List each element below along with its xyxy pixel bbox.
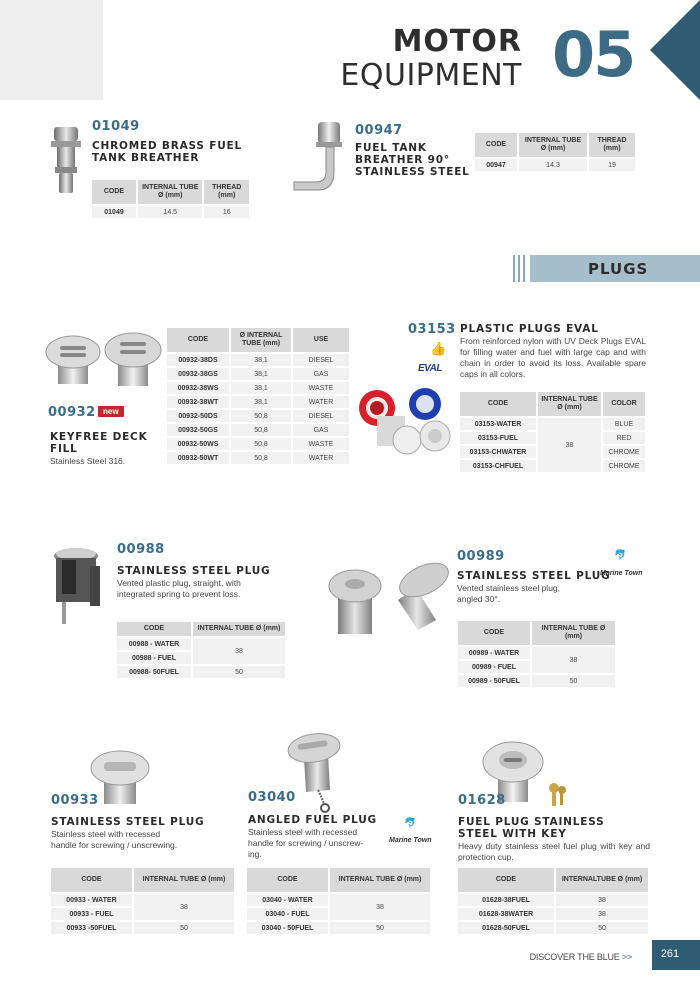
cell-code: 00988 - WATER [117, 637, 192, 651]
cell-code: 03153-FUEL [460, 431, 537, 445]
col-tube: INTERNAL TUBE Ø (mm) [133, 868, 234, 893]
cell-code: 00947 [475, 158, 518, 172]
title-line: TANK BREATHER [92, 152, 200, 164]
cell-code: 03153-CHFUEL [460, 459, 537, 473]
desc-line: Vented plastic plug, straight, with [117, 578, 241, 588]
table-row [167, 381, 349, 395]
cell-code: 00932-50WS [167, 437, 230, 451]
col-use: USE [292, 328, 349, 353]
footer-arrows: >> [621, 952, 632, 962]
product-desc-00988 [117, 578, 241, 600]
chapter-title-equipment: EQUIPMENT [340, 58, 522, 93]
col-code: CODE [458, 621, 531, 646]
cell-code: 01628-38WATER [458, 907, 555, 921]
cell-thread: 19 [588, 158, 635, 172]
col-code: CODE [167, 328, 230, 353]
col-tube: Ø INTERNAL TUBE (mm) [230, 328, 292, 353]
table-row [167, 409, 349, 423]
chapter-number: 05 [552, 18, 635, 91]
cell-tube: 50 [192, 665, 285, 679]
cell-use: WATER [292, 395, 349, 409]
cell-use: GAS [292, 423, 349, 437]
desc-line: integrated spring to prevent loss. [117, 589, 241, 599]
eval-logo: EVAL [418, 363, 442, 374]
spec-table-01628 [458, 868, 648, 936]
cell-color: CHROME [602, 445, 645, 459]
cell-tube: 14.3 [518, 158, 588, 172]
table-row [167, 451, 349, 465]
cell-code: 00932-50GS [167, 423, 230, 437]
cell-color: RED [602, 431, 645, 445]
table-row [458, 907, 648, 921]
table-row [167, 367, 349, 381]
product-code-00947: 00947 [355, 123, 403, 138]
product-title-03040: ANGLED FUEL PLUG [248, 814, 377, 826]
cell-code: 01049 [92, 205, 137, 219]
cell-tube: 38 [537, 417, 602, 473]
product-code-00989: 00989 [457, 549, 505, 564]
col-code: CODE [460, 392, 537, 417]
cell-code: 00932-38WT [167, 395, 230, 409]
cell-use: GAS [292, 367, 349, 381]
col-tube: INTERNALTUBE Ø (mm) [555, 868, 648, 893]
cell-tube: 50 [531, 674, 615, 688]
new-badge: new [98, 406, 124, 417]
desc-line: handle for screwing / unscrew- [248, 838, 364, 848]
col-tube: INTERNAL TUBE Ø (mm) [329, 868, 430, 893]
cell-code: 03040 - FUEL [247, 907, 329, 921]
title-line: FILL [50, 443, 78, 455]
table-row [458, 893, 648, 907]
cell-tube: 38,1 [230, 367, 292, 381]
cell-code: 00933 -50FUEL [51, 921, 133, 935]
chapter-tab-triangle [650, 0, 700, 100]
cell-code: 03040 - WATER [247, 893, 329, 907]
marine-town-logo: Marine Town [389, 837, 432, 844]
product-title-01049 [92, 140, 242, 164]
table-row [167, 437, 349, 451]
band-stripe [518, 255, 520, 282]
product-code-03153: 03153 [408, 322, 456, 337]
title-line: STEEL WITH KEY [458, 828, 567, 840]
col-color: COLOR [602, 392, 645, 417]
col-code: CODE [475, 133, 518, 158]
table-row [92, 205, 249, 219]
desc-line: Stainless steel with recessed [51, 829, 161, 839]
table-row [458, 674, 615, 688]
cell-code: 00989 - FUEL [458, 660, 531, 674]
cell-tube: 50,8 [230, 451, 292, 465]
cell-tube: 50,8 [230, 437, 292, 451]
desc-line: angled 30°. [457, 594, 501, 604]
product-code-03040: 03040 [248, 790, 296, 805]
cell-code: 00988- 50FUEL [117, 665, 192, 679]
title-line: KEYFREE DECK [50, 431, 148, 443]
deck-fill-image [44, 328, 166, 390]
cell-code: 00932-50WT [167, 451, 230, 465]
product-desc-00932: Stainless Steel 316. [50, 456, 126, 466]
section-title: PLUGS [588, 260, 649, 278]
cell-tube: 38 [329, 893, 430, 921]
cell-color: BLUE [602, 417, 645, 431]
col-thread: THREAD (mm) [203, 180, 249, 205]
product-desc-00989 [457, 583, 560, 605]
table-row [475, 158, 635, 172]
col-tube: INTERNAL TUBE Ø (mm) [192, 622, 285, 637]
table-row [167, 395, 349, 409]
cell-color: CHROME [602, 459, 645, 473]
table-row [458, 921, 648, 935]
cell-use: WASTE [292, 381, 349, 395]
col-code: CODE [247, 868, 329, 893]
col-code: CODE [92, 180, 137, 205]
eval-plugs-image [355, 388, 455, 456]
product-code-01049: 01049 [92, 119, 140, 134]
cell-tube: 50,8 [230, 409, 292, 423]
product-desc-00933 [51, 829, 177, 851]
cell-code: 00989 - 50FUEL [458, 674, 531, 688]
col-code: CODE [51, 868, 133, 893]
product-title-00989: STAINLESS STEEL PLUG [457, 570, 611, 582]
title-line: FUEL PLUG STAINLESS [458, 816, 605, 828]
col-code: CODE [117, 622, 192, 637]
cell-code: 03153-CHWATER [460, 445, 537, 459]
cell-tube: 50 [555, 921, 648, 935]
spec-table-01049 [92, 180, 249, 220]
cell-use: DIESEL [292, 353, 349, 367]
cell-tube: 50,8 [230, 423, 292, 437]
cell-code: 00933 - FUEL [51, 907, 133, 921]
cell-code: 01628-50FUEL [458, 921, 555, 935]
product-code-00932: 00932 [48, 405, 96, 420]
product-title-00947 [355, 142, 470, 178]
chapter-title-motor: MOTOR [392, 24, 522, 59]
cell-tube: 38 [192, 637, 285, 665]
spec-table-00933 [51, 868, 234, 936]
footer-tagline [530, 952, 632, 962]
thumbs-up-icon: 👍 [430, 341, 447, 356]
fuel-breather-image [48, 125, 84, 195]
product-title-00933: STAINLESS STEEL PLUG [51, 816, 205, 828]
title-line: CHROMED BRASS FUEL [92, 140, 242, 152]
cell-use: WATER [292, 451, 349, 465]
product-desc-03153: From reinforced nylon with UV Deck Plugs EVAL for filling water and fuel with large cap and with chain in order to avoid its loss. Available spare caps in all colors. [460, 336, 646, 379]
product-code-00988: 00988 [117, 542, 165, 557]
spec-table-00932 [167, 328, 349, 466]
angled-vented-plug-image [328, 560, 456, 644]
cell-tube: 50 [133, 921, 234, 935]
product-desc-01628: Heavy duty stainless steel fuel plug with key and protection cup. [458, 841, 650, 862]
table-row [117, 665, 285, 679]
cell-tube: 38 [133, 893, 234, 921]
spec-table-03040 [247, 868, 430, 936]
desc-line: handle for screwing / unscrewing. [51, 840, 178, 850]
desc-line: ing. [248, 849, 262, 859]
product-title-03153: PLASTIC PLUGS EVAL [460, 323, 599, 335]
corner-block [0, 0, 103, 100]
col-tube: INTERNAL TUBE Ø (mm) [137, 180, 203, 205]
page-number: 261 [660, 948, 680, 960]
product-title-00988: STAINLESS STEEL PLUG [117, 565, 271, 577]
cell-tube: 38,1 [230, 395, 292, 409]
table-row [51, 893, 234, 907]
col-code: CODE [458, 868, 555, 893]
cell-thread: 16 [203, 205, 249, 219]
spec-table-00988 [117, 622, 285, 680]
cell-tube: 14.5 [137, 205, 203, 219]
cell-code: 03040 - 50FUEL [247, 921, 329, 935]
desc-line: Vented stainless steel plug, [457, 583, 561, 593]
table-row [247, 893, 430, 907]
footer-text: DISCOVER THE BLUE [529, 952, 620, 962]
spec-table-00947 [475, 133, 635, 173]
cell-code: 00932-38GS [167, 367, 230, 381]
cell-code: 00932-50DS [167, 409, 230, 423]
spec-table-03153 [460, 392, 645, 474]
table-row [247, 921, 430, 935]
cell-code: 00989 - WATER [458, 646, 531, 660]
product-code-01628: 01628 [458, 793, 506, 808]
table-row [167, 423, 349, 437]
band-stripe [523, 255, 525, 282]
title-line: FUEL TANK [355, 142, 427, 154]
table-row [458, 646, 615, 660]
cell-code: 00988 - FUEL [117, 651, 192, 665]
table-row [117, 637, 285, 651]
band-stripe [513, 255, 515, 282]
col-tube: INTERNAL TUBE Ø (mm) [531, 621, 615, 646]
cell-code: 00933 - WATER [51, 893, 133, 907]
cell-tube: 50 [329, 921, 430, 935]
cell-use: WASTE [292, 437, 349, 451]
dolphin-icon: 🐬 [404, 818, 417, 829]
col-tube: INTERNAL TUBE Ø (mm) [537, 392, 602, 417]
cell-code: 00932-38WS [167, 381, 230, 395]
cell-tube: 38,1 [230, 353, 292, 367]
table-row [167, 353, 349, 367]
spec-table-00989 [458, 621, 615, 689]
dolphin-icon: 🐬 [614, 550, 627, 561]
product-title-00932 [50, 431, 148, 455]
table-row [51, 921, 234, 935]
cell-tube: 38 [555, 893, 648, 907]
table-row [460, 417, 645, 431]
product-title-01628 [458, 816, 604, 840]
col-thread: THREAD (mm) [588, 133, 635, 158]
vented-plug-image [48, 546, 104, 628]
title-line: BREATHER 90° [355, 154, 450, 166]
cell-code: 03153-WATER [460, 417, 537, 431]
breather-90-image [290, 120, 348, 194]
desc-line: Stainless steel with recessed [248, 827, 358, 837]
cell-use: DIESEL [292, 409, 349, 423]
col-tube: INTERNAL TUBE Ø (mm) [518, 133, 588, 158]
cell-code: 01628-38FUEL [458, 893, 555, 907]
cell-code: 00932-38DS [167, 353, 230, 367]
title-line: STAINLESS STEEL [355, 166, 470, 178]
marine-town-logo: Marine Town [600, 570, 643, 577]
cell-tube: 38 [555, 907, 648, 921]
product-desc-03040 [248, 827, 363, 860]
cell-tube: 38,1 [230, 381, 292, 395]
cell-tube: 38 [531, 646, 615, 674]
product-code-00933: 00933 [51, 793, 99, 808]
